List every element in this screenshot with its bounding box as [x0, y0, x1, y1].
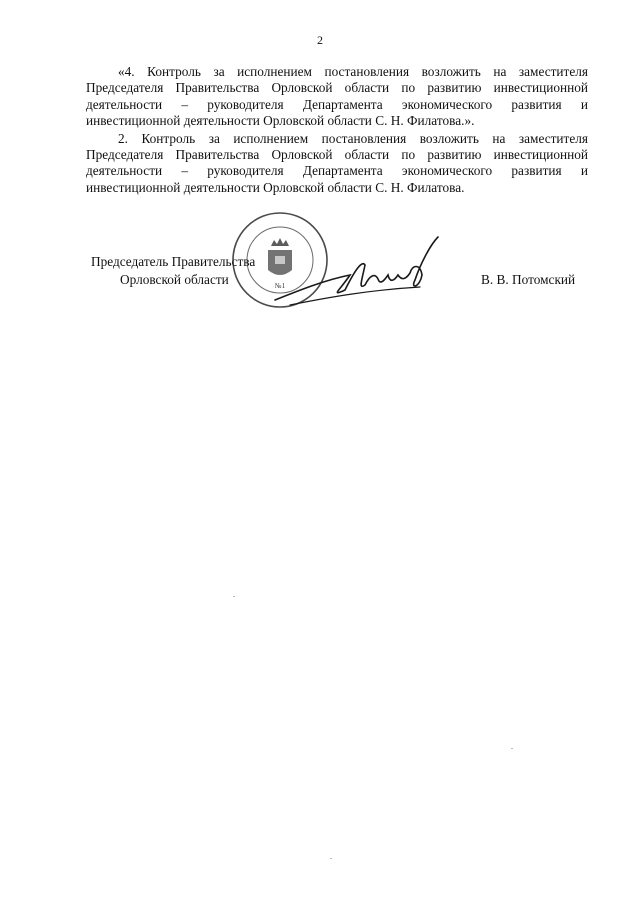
scan-speck	[511, 748, 513, 749]
page-number: 2	[317, 33, 323, 47]
signatory-title-line-1: Председатель Правительства	[91, 254, 256, 269]
handwritten-signature	[270, 235, 450, 315]
document-body	[86, 64, 588, 197]
signatory-title-line-2: Орловской области	[120, 272, 229, 287]
stamp-number: №1	[274, 282, 286, 290]
signatory-name: В. В. Потомский	[481, 272, 576, 287]
paragraph-amendment: «4. Контроль за исполнением постановления возложить на заместителя Председателя Правительства Орловской области по развитию инвестиционной деятельности – руководителя Департамента экономического развития и инвестиционной деятельности Орловской области С. Н. Филатова.».	[86, 64, 588, 129]
scan-speck	[330, 858, 332, 859]
scan-speck	[233, 596, 235, 597]
paragraph-control: 2. Контроль за исполнением постановления возложить на заместителя Председателя Правительства Орловской области по развитию инвестиционной деятельности – руководителя Департамента экономического развития и инвестиционной деятельности Орловской области С. Н. Филатова.	[86, 130, 588, 195]
